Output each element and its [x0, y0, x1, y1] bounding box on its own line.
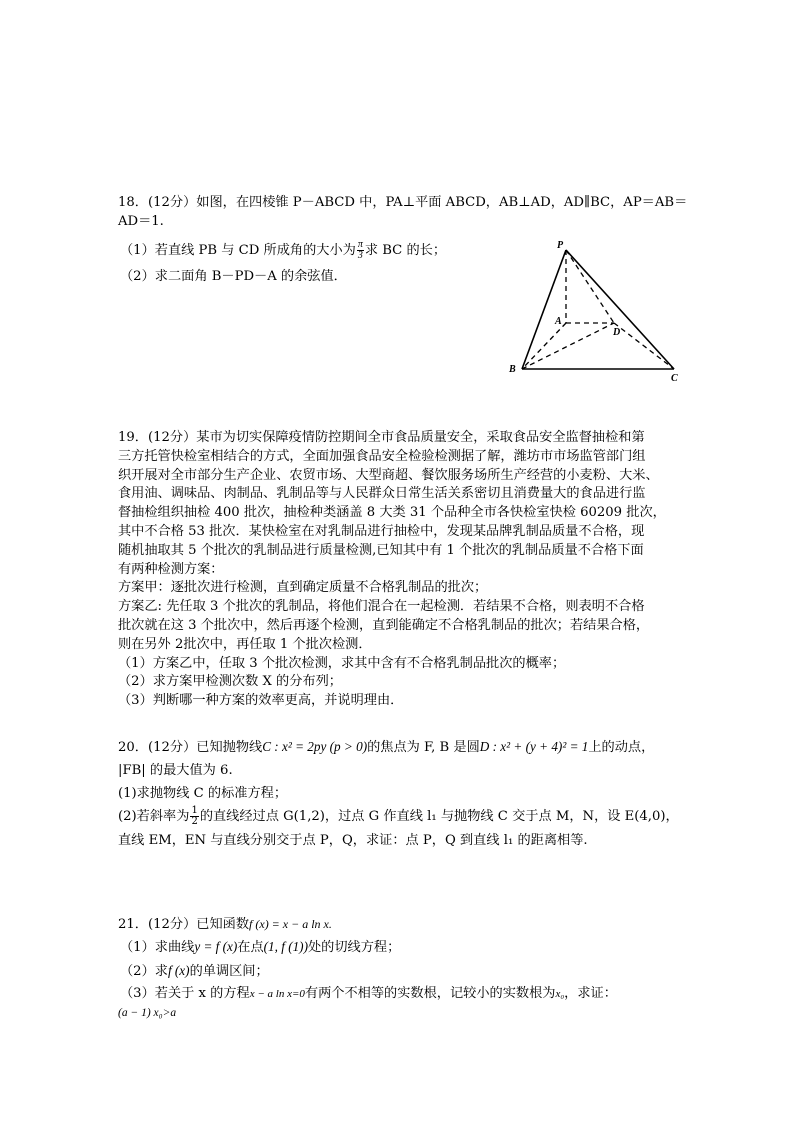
edge-pb: [522, 250, 566, 369]
q21-l2-text-a: （1）求曲线: [120, 940, 195, 955]
q19-line: 随机抽取其 5 个批次的乳制品进行质量检测,已知其中有 1 个批次的乳制品质量不合格下面: [118, 542, 644, 558]
q21-l4-text-b: 有两个不相等的实数根，记较小的实数根为: [304, 986, 556, 1001]
q19-line: 19．(12分）某市为切实保障疫情防控期间全市食品质量安全，采取食品安全监督抽检和第: [118, 430, 645, 445]
q20-circle-formula: D : x² + (y + 4)² = 1: [479, 739, 589, 754]
q21-l2-text-b: 在点: [237, 940, 264, 955]
q20-l4-text-b: 的直线经过点 G(1,2)，过点 G 作直线 l₁ 与抛物线 C 交于点 M，N，设 E(4,0)，: [199, 809, 679, 824]
q20-l1-text-b: 的焦点为 F, B 是圆: [367, 740, 480, 755]
q20-l4-text-a: (2)若斜率为: [118, 809, 190, 824]
label-b: B: [509, 364, 516, 375]
q19-line: 批次就在这 3 个批次中，然后再逐个检测，直到能确定不合格乳制品的批次；若结果合格，: [118, 617, 650, 633]
q20-line3: (1)求抛物线 C 的标准方程；: [118, 786, 288, 801]
q21-l3-text-a: （2）求: [120, 964, 168, 979]
q21-l1-text-a: 21．(12分）已知函数: [118, 917, 250, 932]
q20-frac-num: 1: [191, 805, 198, 816]
q19-line: 方案甲：逐批次进行检测，直到确定质量不合格乳制品的批次；: [118, 580, 488, 596]
q21-line1: [118, 915, 332, 934]
edge-ab: [522, 323, 566, 369]
q20-frac-den: 2: [191, 816, 198, 827]
q20-line4: [118, 806, 679, 827]
q21-equation: x − a ln x=0: [249, 988, 305, 1000]
q21-line2: [120, 938, 400, 957]
q18-frac-num: π: [357, 239, 363, 250]
q21-l4-text-c: ，求证：: [564, 986, 617, 1001]
label-d: D: [613, 327, 621, 338]
q18-part1-text-b: 求 BC 的长；: [364, 243, 447, 258]
q21-l4-text-a: （3）若关于 x 的方程: [120, 986, 250, 1001]
q18-part2: （2）求二面角 B－PD－A 的余弦值．: [120, 269, 347, 284]
q19-line: （2）求方案甲检测次数 X 的分布列；: [118, 674, 342, 690]
q20-parabola-formula: C : x² = 2py (p > 0): [262, 739, 368, 754]
q20-l1-text-a: 20．(12分）已知抛物线: [118, 740, 263, 755]
q19-line: 食用油、调味品、肉制品、乳制品等与人民群众日常生活关系密切且消费量大的食品进行监: [118, 486, 646, 502]
q21-line3: [120, 962, 269, 981]
q20-line5: 直线 EM，EN 与直线分别交于点 P，Q，求证：点 P，Q 到直线 l₁ 的距离相等.: [118, 833, 588, 848]
q19-line: 则在另外 2批次中，再任取 1 个批次检测．: [118, 636, 372, 652]
q19-block: [118, 429, 666, 711]
q21-fx: f (x): [167, 963, 190, 978]
label-a: A: [555, 316, 562, 327]
edge-pd: [566, 250, 614, 323]
edge-dc: [614, 323, 674, 369]
q20-slope-fraction: [190, 806, 198, 827]
edge-pc: [566, 250, 674, 369]
q19-line: （3）判断哪一种方案的效率更高，并说明理由．: [118, 693, 404, 709]
q21-curve-formula: y = f (x): [194, 939, 238, 954]
q18-part1-text-a: （1）若直线 PB 与 CD 所成角的大小为: [120, 243, 356, 258]
q21-x0: x₀: [555, 988, 565, 1000]
q19-line: 三方托管快检室相结合的方式，全面加强食品安全检验检测据了解，潍坊市市场监管部门组: [118, 448, 646, 464]
q19-line: （1）方案乙中，任取 3 个批次检测，求其中含有不合格乳制品批次的概率；: [118, 655, 566, 671]
q19-line: 有两种检测方案：: [118, 561, 224, 577]
q21-point-formula: (1, f (1)): [263, 939, 308, 954]
q21-function-formula: f (x) = x − a ln x.: [249, 917, 332, 931]
q19-line: 其中不合格 53 批次．某快检室在对乳制品进行抽检中，发现某品牌乳制品质量不合格，现: [118, 523, 645, 539]
q18-head-cont: AD＝1.: [118, 214, 164, 229]
q21-line4: [120, 985, 617, 1003]
label-c: C: [671, 373, 678, 384]
label-p: P: [557, 240, 564, 251]
q21-l2-text-c: 处的切线方程；: [307, 940, 401, 955]
q18-frac-den: 3: [357, 250, 363, 261]
q20-line2: |FB| 的最大值为 6.: [118, 763, 233, 778]
q20-line1: [118, 738, 654, 757]
q19-line: 督抽检组织抽检 400 批次，抽检种类涵盖 8 大类 31 个品种全市各快检室快检 60209 批次，: [118, 505, 666, 521]
q21-line5: (a − 1) x₀>a: [118, 1007, 177, 1019]
q21-l3-text-b: 的单调区间；: [189, 964, 269, 979]
q19-line: 方案乙: 先任取 3 个批次的乳制品，将他们混合在一起检测．若结果不合格，则表明不合格: [118, 599, 645, 615]
q18-head: 18．(12分）如图，在四棱锥 P－ABCD 中，PA⊥平面 ABCD，AB⊥AD，AD∥BC，AP＝AB＝: [118, 195, 688, 210]
q19-line: 织开展对全市部分生产企业、农贸市场、大型商超、餐饮服务场所生产经营的小麦粉、大米、: [118, 467, 659, 483]
q20-l1-text-c: 上的动点，: [588, 740, 655, 755]
